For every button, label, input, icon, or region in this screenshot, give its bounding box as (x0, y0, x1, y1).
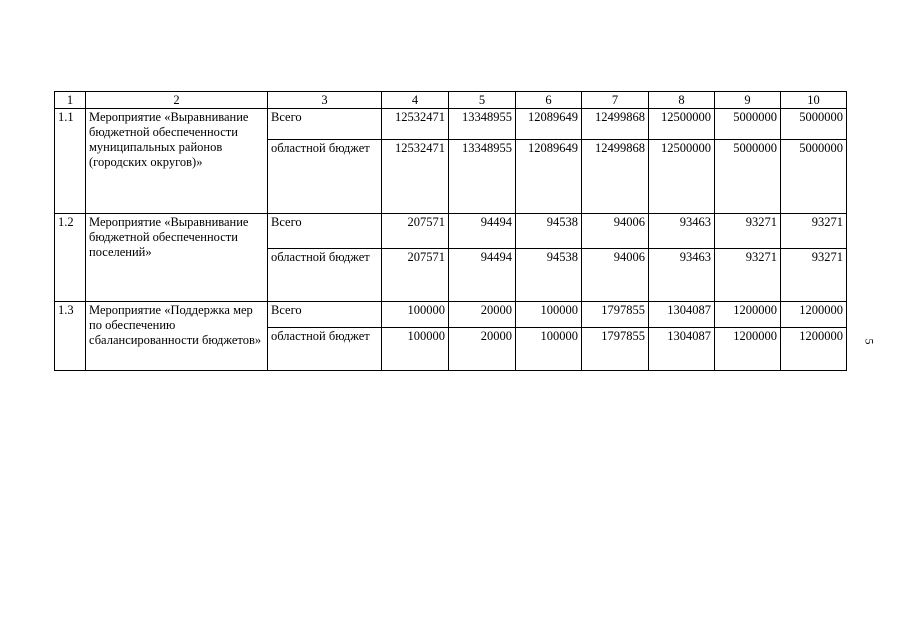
value-cell: 1200000 (781, 328, 847, 371)
value-cell: 20000 (449, 302, 516, 328)
budget-table (54, 91, 847, 371)
column-header: 7 (582, 92, 649, 109)
column-header: 2 (86, 92, 268, 109)
column-header: 9 (715, 92, 781, 109)
value-cell: 12532471 (382, 109, 449, 140)
value-cell: 93271 (715, 249, 781, 302)
value-cell: 12500000 (649, 140, 715, 214)
value-cell: 1200000 (715, 328, 781, 371)
page-number: 5 (862, 338, 877, 345)
value-cell: 94538 (516, 214, 582, 249)
value-cell: 93271 (715, 214, 781, 249)
funding-source: Всего (268, 302, 382, 328)
activity-name: Мероприятие «Выравнивание бюджетной обеспеченности поселений» (86, 214, 268, 302)
value-cell: 207571 (382, 214, 449, 249)
funding-source: областной бюджет (268, 328, 382, 371)
value-cell: 94494 (449, 214, 516, 249)
value-cell: 100000 (382, 328, 449, 371)
column-header: 3 (268, 92, 382, 109)
value-cell: 12499868 (582, 140, 649, 214)
value-cell: 5000000 (781, 140, 847, 214)
value-cell: 1304087 (649, 302, 715, 328)
activity-name: Мероприятие «Выравнивание бюджетной обеспеченности муниципальных районов (городских округов)» (86, 109, 268, 214)
value-cell: 12532471 (382, 140, 449, 214)
column-header: 4 (382, 92, 449, 109)
value-cell: 12089649 (516, 140, 582, 214)
row-index: 1.2 (55, 214, 86, 302)
funding-source: областной бюджет (268, 140, 382, 214)
value-cell: 5000000 (715, 109, 781, 140)
column-header: 6 (516, 92, 582, 109)
value-cell: 1797855 (582, 328, 649, 371)
value-cell: 94538 (516, 249, 582, 302)
value-cell: 207571 (382, 249, 449, 302)
value-cell: 100000 (516, 328, 582, 371)
value-cell: 100000 (516, 302, 582, 328)
value-cell: 93271 (781, 214, 847, 249)
funding-source: областной бюджет (268, 249, 382, 302)
column-header: 10 (781, 92, 847, 109)
value-cell: 1797855 (582, 302, 649, 328)
value-cell: 94006 (582, 249, 649, 302)
value-cell: 93463 (649, 249, 715, 302)
row-index: 1.3 (55, 302, 86, 371)
header-row (55, 92, 847, 109)
value-cell: 1200000 (715, 302, 781, 328)
value-cell: 12500000 (649, 109, 715, 140)
value-cell: 93463 (649, 214, 715, 249)
table-row (55, 214, 847, 249)
value-cell: 20000 (449, 328, 516, 371)
value-cell: 1200000 (781, 302, 847, 328)
value-cell: 5000000 (715, 140, 781, 214)
value-cell: 12089649 (516, 109, 582, 140)
value-cell: 13348955 (449, 140, 516, 214)
funding-source: Всего (268, 109, 382, 140)
column-header: 8 (649, 92, 715, 109)
value-cell: 13348955 (449, 109, 516, 140)
column-header: 1 (55, 92, 86, 109)
table-row (55, 302, 847, 328)
row-index: 1.1 (55, 109, 86, 214)
value-cell: 100000 (382, 302, 449, 328)
table-row (55, 109, 847, 140)
value-cell: 94006 (582, 214, 649, 249)
value-cell: 12499868 (582, 109, 649, 140)
funding-source: Всего (268, 214, 382, 249)
column-header: 5 (449, 92, 516, 109)
value-cell: 94494 (449, 249, 516, 302)
value-cell: 93271 (781, 249, 847, 302)
value-cell: 1304087 (649, 328, 715, 371)
activity-name: Мероприятие «Поддержка мер по обеспечению сбалансированности бюджетов» (86, 302, 268, 371)
value-cell: 5000000 (781, 109, 847, 140)
